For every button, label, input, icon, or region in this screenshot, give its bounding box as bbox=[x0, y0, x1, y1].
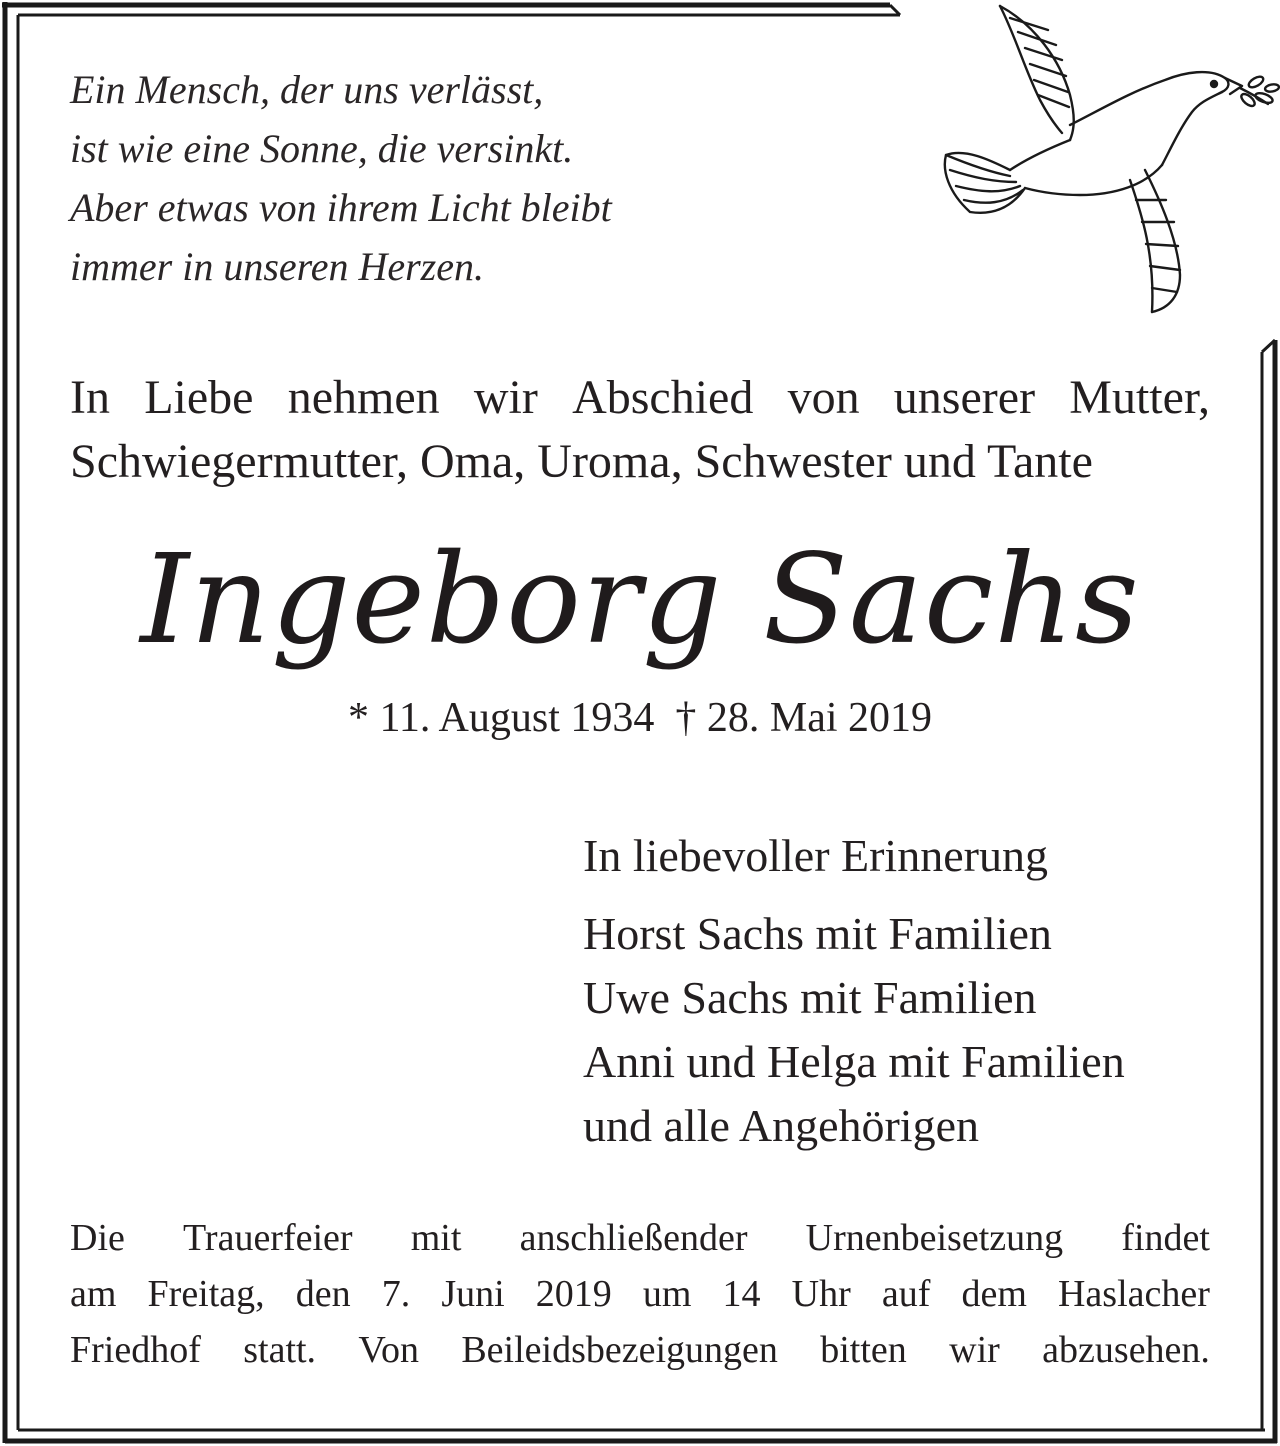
notice-word: abzusehen. bbox=[1042, 1329, 1210, 1371]
notice-word: um bbox=[642, 1273, 692, 1315]
notice-word: Freitag, bbox=[147, 1273, 265, 1315]
notice-word: den bbox=[295, 1273, 351, 1315]
quote-line: Ein Mensch, der uns verlässt, bbox=[70, 67, 544, 112]
dove-with-olive-branch-icon bbox=[930, 0, 1280, 320]
notice-line-3 bbox=[70, 1322, 1210, 1378]
intro-word: Mutter, bbox=[1069, 371, 1210, 424]
notice-word: 14 bbox=[722, 1273, 761, 1315]
notice-word: statt. bbox=[243, 1329, 317, 1371]
notice-word: mit bbox=[410, 1217, 462, 1259]
notice-word: Uhr bbox=[791, 1273, 851, 1315]
mourner-line: Uwe Sachs mit Familien bbox=[583, 972, 1037, 1023]
intro-word: In bbox=[70, 371, 110, 424]
life-dates: * 11. August 1934 † 28. Mai 2019 bbox=[347, 695, 933, 741]
intro-word: wir bbox=[473, 371, 538, 424]
memorial-quote bbox=[70, 60, 830, 296]
notice-word: wir bbox=[949, 1329, 1000, 1371]
mourners-list bbox=[583, 902, 1125, 1158]
notice-line-1 bbox=[70, 1210, 1210, 1266]
notice-word: anschließender bbox=[519, 1217, 748, 1259]
notice-word: Friedhof bbox=[70, 1329, 201, 1371]
notice-word: Urnenbeisetzung bbox=[805, 1217, 1064, 1259]
farewell-intro-line-1 bbox=[70, 366, 1210, 430]
notice-word: Haslacher bbox=[1057, 1273, 1210, 1315]
notice-line-2 bbox=[70, 1266, 1210, 1322]
mourner-line: und alle Angehörigen bbox=[583, 1100, 980, 1151]
notice-word: Trauerfeier bbox=[183, 1217, 353, 1259]
notice-word: Juni bbox=[441, 1273, 505, 1315]
notice-word: am bbox=[70, 1273, 117, 1315]
quote-line: Aber etwas von ihrem Licht bleibt bbox=[70, 185, 612, 230]
notice-word: Von bbox=[358, 1329, 419, 1371]
notice-word: auf bbox=[881, 1273, 931, 1315]
notice-word: bitten bbox=[820, 1329, 907, 1371]
notice-word: dem bbox=[961, 1273, 1027, 1315]
intro-word: unserer bbox=[893, 371, 1036, 424]
notice-word: Beileidsbezeigungen bbox=[461, 1329, 778, 1371]
quote-line: ist wie eine Sonne, die versinkt. bbox=[70, 126, 574, 171]
notice-word: Die bbox=[70, 1217, 125, 1259]
mourner-line: Anni und Helga mit Familien bbox=[583, 1036, 1125, 1087]
notice-word: 7. bbox=[381, 1273, 411, 1315]
intro-word: nehmen bbox=[287, 371, 440, 424]
deceased-name: Ingeborg Sachs bbox=[140, 528, 1140, 672]
farewell-intro-line-2: Schwiegermutter, Oma, Uroma, Schwester und Tante bbox=[70, 435, 1093, 488]
intro-word: von bbox=[787, 371, 860, 424]
remembrance-heading: In liebevoller Erinnerung bbox=[583, 830, 1048, 881]
farewell-intro bbox=[70, 366, 1210, 494]
notice-word: 2019 bbox=[535, 1273, 612, 1315]
quote-line: immer in unseren Herzen. bbox=[70, 244, 485, 289]
intro-word: Abschied bbox=[572, 371, 754, 424]
intro-word: Liebe bbox=[144, 371, 254, 424]
mourner-line: Horst Sachs mit Familien bbox=[583, 908, 1052, 959]
funeral-notice bbox=[70, 1210, 1210, 1378]
notice-word: findet bbox=[1121, 1217, 1210, 1259]
